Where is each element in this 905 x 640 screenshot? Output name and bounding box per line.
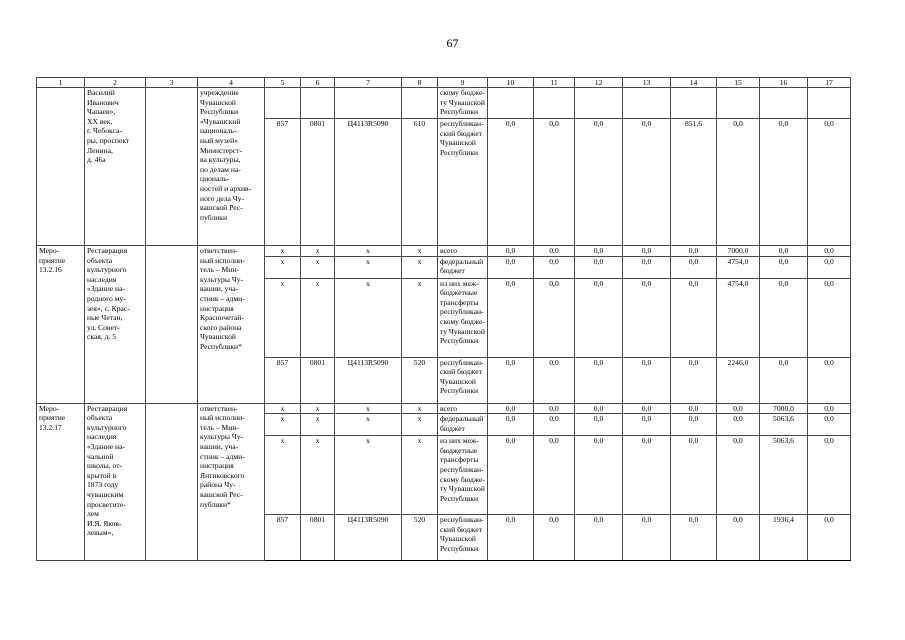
cell-target: x	[335, 414, 402, 436]
cell-value: 0,0	[488, 246, 534, 257]
cell-object-name: Василий Иванович Чапаев», XX век, г. Чебокса- ры, проспект Ленина, д. 46а	[85, 88, 146, 246]
cell-value: 0,0	[671, 357, 717, 403]
cell-value: 0,0	[671, 414, 717, 436]
cell-value: 0,0	[623, 278, 671, 357]
cell-value	[575, 88, 623, 119]
cell-target: x	[335, 278, 402, 357]
cell-expense	[402, 88, 438, 119]
cell-source: республикан- ский бюджет Чувашской Республики	[438, 119, 488, 246]
cell-value: 0,0	[488, 119, 534, 246]
cell-value: 0,0	[488, 436, 534, 515]
col-number: 13	[623, 78, 671, 88]
col-number: 12	[575, 78, 623, 88]
cell-section: 0801	[301, 119, 335, 246]
cell-value: 0,0	[488, 256, 534, 278]
cell-value: 0,0	[808, 403, 851, 414]
cell-source: федеральный бюджет	[438, 414, 488, 436]
cell-expense: 610	[402, 119, 438, 246]
cell-grbs: x	[265, 256, 301, 278]
cell-value: 0,0	[760, 256, 808, 278]
cell-value: 2246,0	[717, 357, 760, 403]
cell-target: x	[335, 256, 402, 278]
col-number: 5	[265, 78, 301, 88]
cell-value: 0,0	[671, 278, 717, 357]
cell-value	[717, 88, 760, 119]
cell-value: 0,0	[671, 436, 717, 515]
cell-value: 1936,4	[760, 515, 808, 561]
cell-source: из них меж- бюджетные трансферты республикан- скому бюдже- ту Чувашской Республики	[438, 436, 488, 515]
cell-section: x	[301, 403, 335, 414]
cell-value: 0,0	[488, 403, 534, 414]
col-number: 17	[808, 78, 851, 88]
cell-target: Ц4113R5090	[335, 119, 402, 246]
col-number: 7	[335, 78, 402, 88]
table-row	[37, 246, 851, 257]
cell-source: республикан- ский бюджет Чувашской Республики	[438, 357, 488, 403]
cell-source: всего	[438, 246, 488, 257]
cell-executor: ответствен- ный исполни- тель – Мин- культуры Чу- вашии, уча- стник – адми- нистрация Красночетай- ского района Чувашской Республики*	[198, 246, 265, 404]
cell-value: 0,0	[575, 256, 623, 278]
cell-expense: x	[402, 278, 438, 357]
col-number: 14	[671, 78, 717, 88]
cell-empty	[146, 403, 198, 561]
cell-grbs: x	[265, 278, 301, 357]
cell-target: x	[335, 403, 402, 414]
cell-grbs	[265, 88, 301, 119]
cell-value: 0,0	[623, 403, 671, 414]
cell-value: 0,0	[534, 246, 575, 257]
cell-measure	[37, 88, 85, 246]
cell-value: 5063,6	[760, 414, 808, 436]
cell-value: 0,0	[623, 256, 671, 278]
cell-value: 0,0	[808, 119, 851, 246]
cell-section: x	[301, 278, 335, 357]
cell-value: 851,6	[671, 119, 717, 246]
col-number: 2	[85, 78, 146, 88]
cell-value: 7000,0	[760, 403, 808, 414]
cell-target: x	[335, 246, 402, 257]
col-number: 4	[198, 78, 265, 88]
cell-target	[335, 88, 402, 119]
cell-value: 0,0	[488, 515, 534, 561]
cell-value: 0,0	[575, 119, 623, 246]
cell-grbs: 857	[265, 119, 301, 246]
cell-value: 0,0	[534, 256, 575, 278]
col-number: 16	[760, 78, 808, 88]
cell-value: 0,0	[760, 357, 808, 403]
cell-value: 0,0	[717, 515, 760, 561]
cell-value: 0,0	[575, 357, 623, 403]
col-number: 15	[717, 78, 760, 88]
col-number: 6	[301, 78, 335, 88]
cell-value: 0,0	[808, 246, 851, 257]
cell-value: 0,0	[575, 403, 623, 414]
table-row	[37, 403, 851, 414]
cell-target: Ц4113R5090	[335, 357, 402, 403]
cell-expense: x	[402, 414, 438, 436]
cell-source: республикан- ский бюджет Чувашской Республики	[438, 515, 488, 561]
cell-executor: ответствен- ный исполни- тель – Мин- культуры Чу- вашии, уча- стник – адми- нистрация Янтиковского района Чу- вашской Рес- публики*	[198, 403, 265, 561]
cell-value: 0,0	[488, 357, 534, 403]
cell-value: 0,0	[534, 278, 575, 357]
cell-source: всего	[438, 403, 488, 414]
cell-section	[301, 88, 335, 119]
cell-value: 0,0	[717, 119, 760, 246]
cell-value: 0,0	[534, 403, 575, 414]
cell-expense: x	[402, 403, 438, 414]
cell-value: 0,0	[623, 246, 671, 257]
cell-value: 0,0	[488, 278, 534, 357]
cell-executor: учреждение Чувашской Республики «Чувашский националь- ный музей» Министерст- ва культуры, по делам на- циональ- ностей и архив- ного дела Чу- вашской Рес- публики	[198, 88, 265, 246]
cell-grbs: x	[265, 403, 301, 414]
cell-value: 4754,0	[717, 256, 760, 278]
cell-value: 4754,0	[717, 278, 760, 357]
cell-expense: 520	[402, 357, 438, 403]
cell-object-name: Реставрация объекта культурного наследия «Здание на- чальной школы, от- крытой в 1873 году чувашским просветите- лем И.Я. Яков- левым»,	[85, 403, 146, 561]
cell-value	[623, 88, 671, 119]
cell-expense: x	[402, 436, 438, 515]
cell-value: 0,0	[575, 278, 623, 357]
cell-section: x	[301, 414, 335, 436]
cell-value: 0,0	[717, 436, 760, 515]
cell-section: x	[301, 256, 335, 278]
col-number: 3	[146, 78, 198, 88]
cell-target: x	[335, 436, 402, 515]
budget-table	[36, 77, 851, 561]
cell-value: 0,0	[671, 246, 717, 257]
cell-grbs: 857	[265, 515, 301, 561]
cell-value: 0,0	[623, 515, 671, 561]
cell-source: скому бюдже- ту Чувашской Республики	[438, 88, 488, 119]
cell-value	[671, 88, 717, 119]
cell-value: 0,0	[717, 403, 760, 414]
cell-value: 0,0	[623, 414, 671, 436]
cell-value: 0,0	[671, 515, 717, 561]
cell-value: 0,0	[808, 414, 851, 436]
cell-value: 0,0	[808, 256, 851, 278]
cell-value: 0,0	[808, 357, 851, 403]
cell-value: 0,0	[534, 119, 575, 246]
cell-value	[760, 88, 808, 119]
cell-section: 0801	[301, 515, 335, 561]
cell-value: 0,0	[623, 357, 671, 403]
cell-value: 0,0	[760, 119, 808, 246]
cell-grbs: x	[265, 436, 301, 515]
cell-empty	[146, 246, 198, 404]
cell-value	[534, 88, 575, 119]
col-number: 1	[37, 78, 85, 88]
cell-expense: x	[402, 256, 438, 278]
col-number: 8	[402, 78, 438, 88]
cell-section: x	[301, 246, 335, 257]
cell-source: из них меж- бюджетные трансферты республикан- скому бюдже- ту Чувашской Республики	[438, 278, 488, 357]
cell-value: 0,0	[534, 357, 575, 403]
col-number: 11	[534, 78, 575, 88]
cell-value: 0,0	[623, 119, 671, 246]
cell-value: 7000,0	[717, 246, 760, 257]
cell-value: 0,0	[488, 414, 534, 436]
cell-value: 0,0	[623, 436, 671, 515]
cell-value: 0,0	[808, 436, 851, 515]
cell-section: 0801	[301, 357, 335, 403]
cell-value: 0,0	[808, 278, 851, 357]
cell-grbs: x	[265, 246, 301, 257]
cell-value: 5063,6	[760, 436, 808, 515]
cell-value: 0,0	[534, 436, 575, 515]
cell-target: Ц4113R5090	[335, 515, 402, 561]
cell-expense: x	[402, 246, 438, 257]
cell-value: 0,0	[534, 414, 575, 436]
cell-value: 0,0	[808, 515, 851, 561]
cell-expense: 520	[402, 515, 438, 561]
table-row	[37, 88, 851, 119]
page-number: 67	[446, 36, 459, 50]
col-number: 9	[438, 78, 488, 88]
cell-value: 0,0	[575, 515, 623, 561]
cell-object-name: Реставрация объекта культурного наследия «Здание на- родного му- зея», с. Крас- ные Четаи, ул. Совет- ская, д. 5	[85, 246, 146, 404]
cell-section: x	[301, 436, 335, 515]
cell-value: 0,0	[575, 246, 623, 257]
cell-value: 0,0	[671, 403, 717, 414]
cell-value	[488, 88, 534, 119]
cell-value: 0,0	[760, 278, 808, 357]
cell-measure: Меро- приятие 13.2.17	[37, 403, 85, 561]
cell-source: федеральный бюджет	[438, 256, 488, 278]
cell-empty	[146, 88, 198, 246]
column-numbers-row	[37, 78, 851, 88]
cell-value	[808, 88, 851, 119]
cell-value: 0,0	[717, 414, 760, 436]
cell-measure: Меро- приятие 13.2.16	[37, 246, 85, 404]
cell-grbs: x	[265, 414, 301, 436]
cell-grbs: 857	[265, 357, 301, 403]
cell-value: 0,0	[575, 436, 623, 515]
cell-value: 0,0	[671, 256, 717, 278]
cell-value: 0,0	[534, 515, 575, 561]
cell-value: 0,0	[575, 414, 623, 436]
col-number: 10	[488, 78, 534, 88]
cell-value: 0,0	[760, 246, 808, 257]
